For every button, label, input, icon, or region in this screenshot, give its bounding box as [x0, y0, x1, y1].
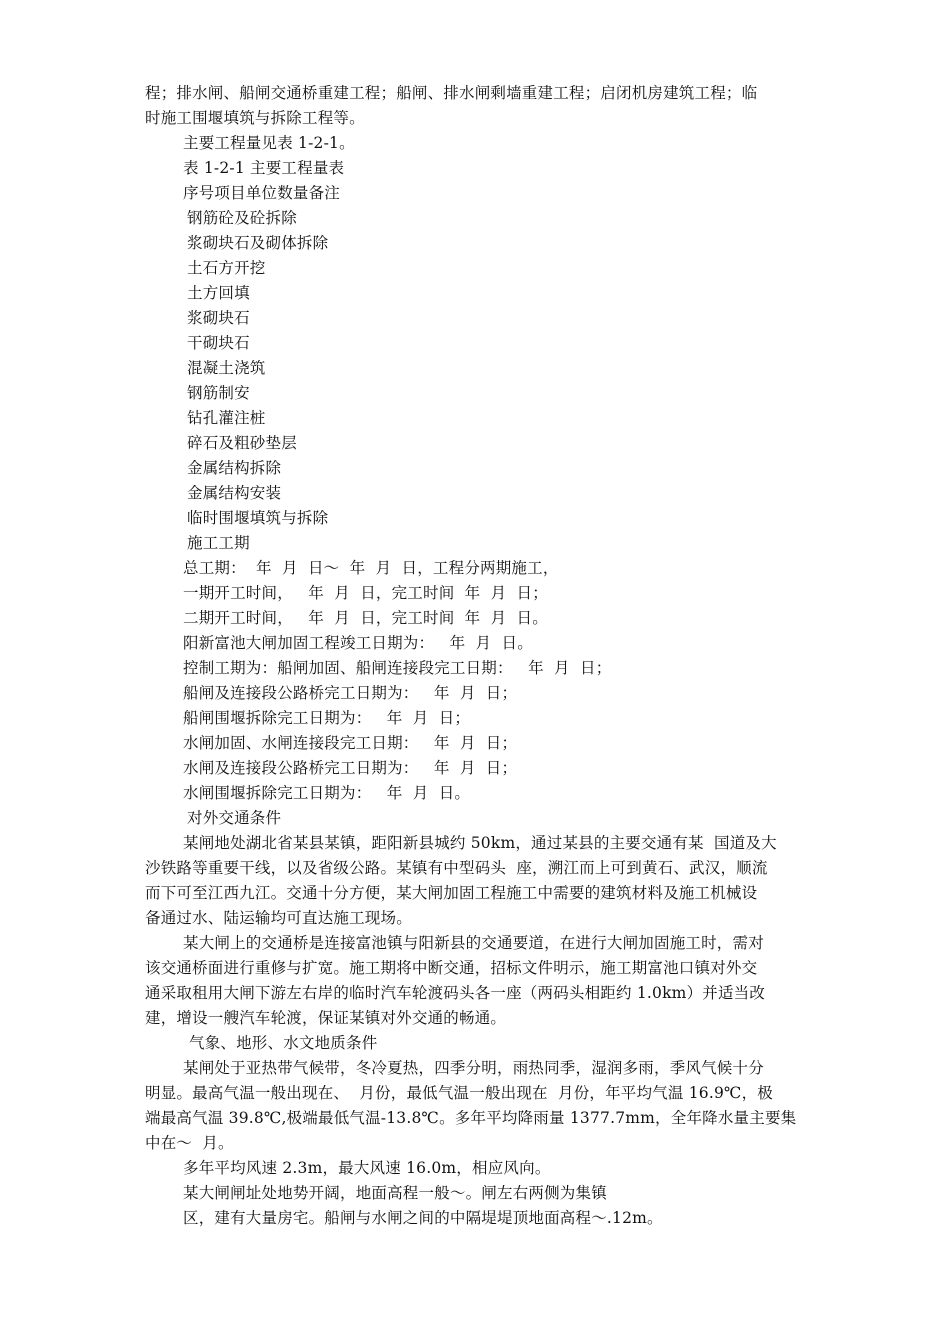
paragraph-line: 某闸地处湖北省某县某镇，距阳新县城约 50km，通过某县的主要交通有某 国道及大: [183, 834, 777, 852]
table-item: 混凝土浇筑: [187, 359, 266, 377]
paragraph-line: 中在～ 月。: [145, 1134, 234, 1152]
table-item: 土石方开挖: [187, 259, 266, 277]
table-item: 钻孔灌注桩: [187, 409, 266, 427]
paragraph-line: 多年平均风速 2.3m，最大风速 16.0m，相应风向。: [183, 1159, 551, 1177]
schedule-line: 阳新富池大闸加固工程竣工日期为： 年 月 日。: [183, 634, 533, 652]
quantity-table-reference: 主要工程量见表 1-2-1。: [183, 134, 355, 152]
table-item: 临时围堰填筑与拆除: [187, 509, 329, 527]
table-item: 金属结构安装: [187, 484, 282, 502]
paragraph-line: 端最高气温 39.8℃,极端最低气温-13.8℃。多年平均降雨量 1377.7mm，全年降水量主要集: [145, 1109, 797, 1127]
table-item: 干砌块石: [187, 334, 250, 352]
section-heading-climate: 气象、地形、水文地质条件: [189, 1034, 378, 1052]
paragraph-line: 沙铁路等重要干线，以及省级公路。某镇有中型码头 座，溯江而上可到黄石、武汉，顺流: [145, 859, 768, 877]
paragraph-line: 程；排水闸、船闸交通桥重建工程；船闸、排水闸剩墙重建工程；启闭机房建筑工程；临: [145, 84, 758, 102]
schedule-line: 水闸及连接段公路桥完工日期为： 年 月 日；: [183, 759, 518, 777]
table-item: 金属结构拆除: [187, 459, 282, 477]
schedule-line: 一期开工时间， 年 月 日，完工时间 年 月 日；: [183, 584, 548, 602]
table-item: 浆砌块石: [187, 309, 250, 327]
table-caption: 表 1-2-1 主要工程量表: [183, 159, 345, 177]
schedule-line: 水闸加固、水闸连接段完工日期： 年 月 日；: [183, 734, 518, 752]
table-header: 序号项目单位数量备注: [183, 184, 341, 202]
schedule-line: 船闸围堰拆除完工日期为： 年 月 日；: [183, 709, 471, 727]
section-heading-traffic: 对外交通条件: [187, 809, 282, 827]
table-item: 浆砌块石及砌体拆除: [187, 234, 329, 252]
schedule-line: 总工期： 年 月 日～ 年 月 日，工程分两期施工，: [183, 559, 559, 577]
paragraph-line: 某闸处于亚热带气候带，冬冷夏热，四季分明，雨热同季，湿润多雨，季风气候十分: [183, 1059, 764, 1077]
table-item: 钢筋砼及砼拆除: [187, 209, 297, 227]
paragraph-line: 明显。最高气温一般出现在、 月份，最低气温一般出现在 月份，年平均气温 16.9℃，极: [145, 1084, 773, 1102]
schedule-line: 控制工期为：船闸加固、船闸连接段完工日期： 年 月 日；: [183, 659, 612, 677]
paragraph-line: 时施工围堰填筑与拆除工程等。: [145, 109, 365, 127]
paragraph-line: 区，建有大量房宅。船闸与水闸之间的中隔堤堤顶地面高程～.12m。: [183, 1209, 663, 1227]
paragraph-line: 建，增设一艘汽车轮渡，保证某镇对外交通的畅通。: [145, 1009, 507, 1027]
paragraph-line: 而下可至江西九江。交通十分方便，某大闸加固工程施工中需要的建筑材料及施工机械设: [145, 884, 758, 902]
table-item: 钢筋制安: [187, 384, 250, 402]
table-item: 土方回填: [187, 284, 250, 302]
paragraph-line: 备通过水、陆运输均可直达施工现场。: [145, 909, 412, 927]
paragraph-line: 某大闸闸址处地势开阔，地面高程一般～。闸左右两侧为集镇: [183, 1184, 607, 1202]
schedule-line: 水闸围堰拆除完工日期为： 年 月 日。: [183, 784, 471, 802]
table-item: 碎石及粗砂垫层: [187, 434, 297, 452]
paragraph-line: 通采取租用大闸下游左右岸的临时汽车轮渡码头各一座（两码头相距约 1.0km）并适当改: [145, 984, 766, 1002]
schedule-line: 船闸及连接段公路桥完工日期为： 年 月 日；: [183, 684, 518, 702]
paragraph-line: 某大闸上的交通桥是连接富池镇与阳新县的交通要道，在进行大闸加固施工时，需对: [183, 934, 764, 952]
paragraph-line: 该交通桥面进行重修与扩宽。施工期将中断交通，招标文件明示，施工期富池口镇对外交: [145, 959, 758, 977]
schedule-line: 二期开工时间， 年 月 日，完工时间 年 月 日。: [183, 609, 548, 627]
section-heading-period: 施工工期: [187, 534, 250, 552]
